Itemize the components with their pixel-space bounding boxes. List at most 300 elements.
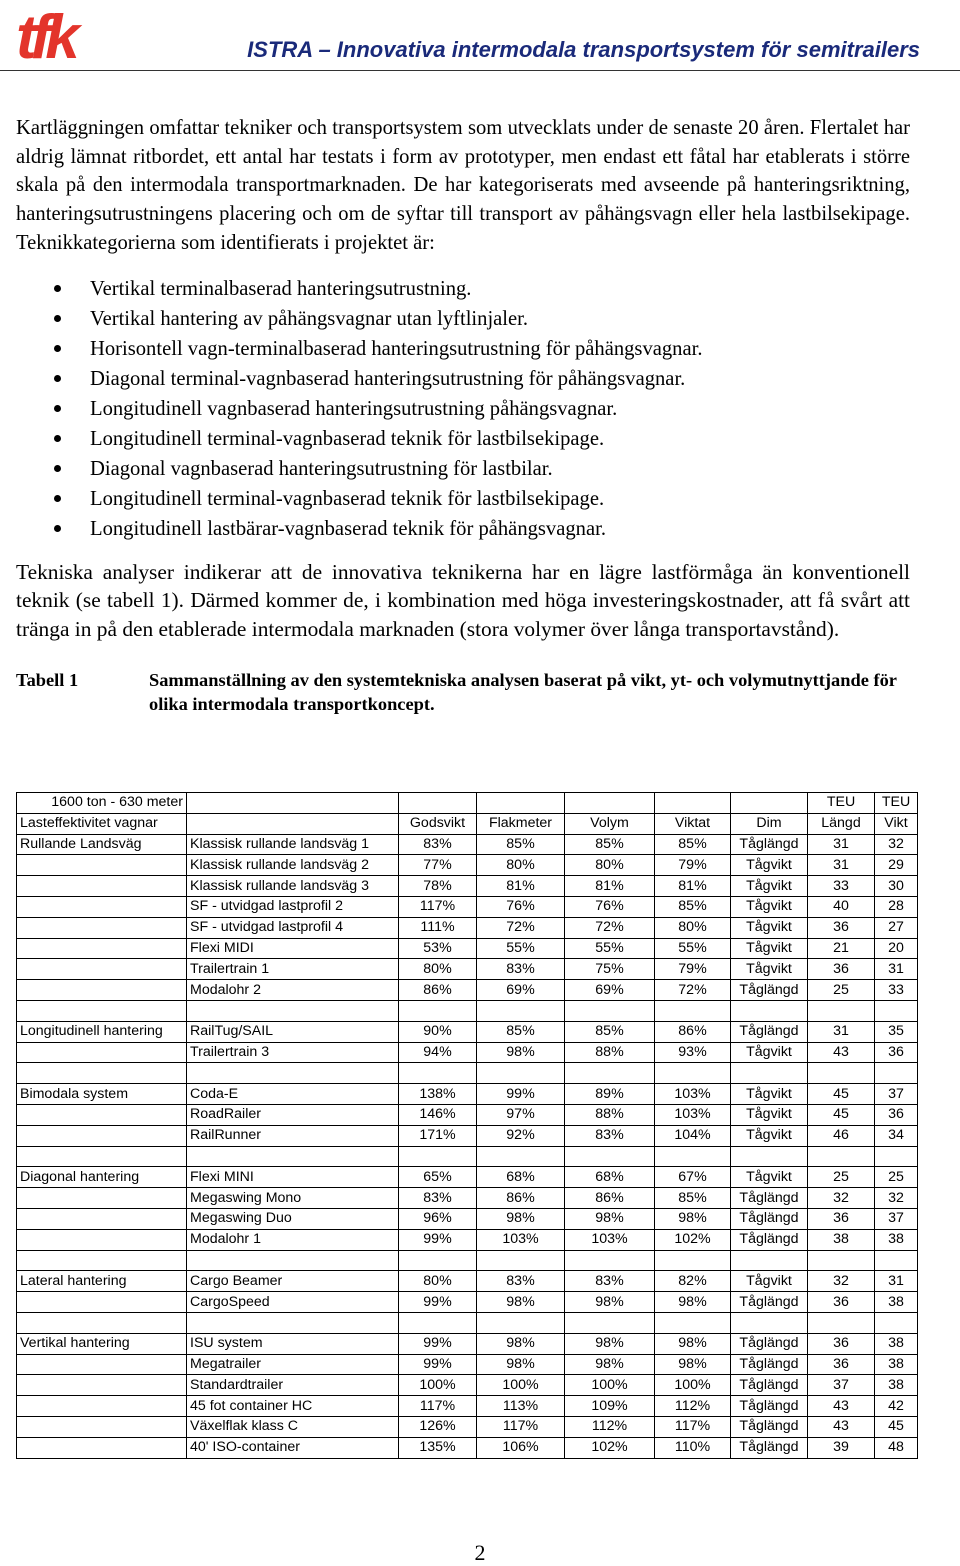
table-cell: 40' ISO-container (187, 1437, 399, 1458)
table-cell (17, 917, 187, 938)
table-cell: Tågvikt (731, 1167, 808, 1188)
table-cell: 72% (477, 917, 565, 938)
table-cell: 81% (477, 876, 565, 897)
table-cell: Tågvikt (731, 938, 808, 959)
table-cell: 80% (477, 855, 565, 876)
table-cell: Tågvikt (731, 855, 808, 876)
table-cell: 111% (399, 917, 477, 938)
table-cell: TEU (808, 793, 875, 814)
table-row (17, 834, 918, 855)
table-row (17, 1250, 918, 1271)
table-row (17, 1000, 918, 1021)
table-cell: 102% (565, 1437, 655, 1458)
table-cell: Tågvikt (731, 917, 808, 938)
table-cell: 82% (655, 1271, 731, 1292)
table-row (17, 917, 918, 938)
tfk-logo (14, 6, 110, 64)
table-cell: 34 (875, 1125, 918, 1146)
table-cell: 68% (565, 1167, 655, 1188)
table-row (17, 1312, 918, 1333)
table-row (17, 959, 918, 980)
table-cell (565, 1146, 655, 1167)
table-cell: 69% (477, 980, 565, 1001)
table-cell: 38 (875, 1292, 918, 1313)
table-cell: 38 (875, 1375, 918, 1396)
table-cell: 40 (808, 896, 875, 917)
table-cell: RailRunner (187, 1125, 399, 1146)
table-cell: Tågvikt (731, 1042, 808, 1063)
list-item-text: Vertikal hantering av påhängsvagnar utan lyftlinjaler. (90, 307, 529, 330)
table-cell: Tågvikt (731, 1084, 808, 1105)
table-cell (17, 876, 187, 897)
table-row (17, 980, 918, 1001)
table-cell: 171% (399, 1125, 477, 1146)
table-cell: 46 (808, 1125, 875, 1146)
table-cell: 20 (875, 938, 918, 959)
table-cell: Standardtrailer (187, 1375, 399, 1396)
table-cell: 99% (399, 1292, 477, 1313)
table-cell: 48 (875, 1437, 918, 1458)
table-cell: 38 (808, 1229, 875, 1250)
table-cell: Tåglängd (731, 1354, 808, 1375)
table-cell: 98% (655, 1292, 731, 1313)
table-cell: 80% (565, 855, 655, 876)
table-cell (808, 1000, 875, 1021)
table-cell: 36 (875, 1042, 918, 1063)
table-cell: Coda-E (187, 1084, 399, 1105)
table-cell: Tågvikt (731, 1125, 808, 1146)
table-cell: Tåglängd (731, 1188, 808, 1209)
table-cell: 75% (565, 959, 655, 980)
table-cell: 109% (565, 1396, 655, 1417)
table-cell: 98% (477, 1354, 565, 1375)
table-cell: 98% (477, 1292, 565, 1313)
table-cell (731, 1063, 808, 1084)
page-content (16, 114, 910, 716)
table-row (17, 1416, 918, 1437)
table-cell: 88% (565, 1042, 655, 1063)
table-cell: 104% (655, 1125, 731, 1146)
table-cell (17, 1437, 187, 1458)
table-cell: 100% (399, 1375, 477, 1396)
table-cell: 96% (399, 1208, 477, 1229)
table-cell: TEU (875, 793, 918, 814)
table-cell (875, 1146, 918, 1167)
table-cell: Klassisk rullande landsväg 2 (187, 855, 399, 876)
table-cell: 110% (655, 1437, 731, 1458)
table-cell: 83% (399, 834, 477, 855)
table-cell: 85% (655, 1188, 731, 1209)
table-cell: 36 (875, 1104, 918, 1125)
table-cell (17, 1312, 187, 1333)
table-caption-text: Sammanställning av den systemtekniska analysen baserat på vikt, yt- och volymutnyttjande för olika intermodala transportkoncept. (149, 669, 897, 714)
table-cell: Megaswing Duo (187, 1208, 399, 1229)
bullet-icon (54, 345, 61, 352)
header-rule (0, 70, 960, 71)
table-cell: 55% (655, 938, 731, 959)
table-cell (731, 793, 808, 814)
table-cell: 31 (808, 1021, 875, 1042)
table-cell: Longitudinell hantering (17, 1021, 187, 1042)
analysis-paragraph: Tekniska analyser indikerar att de innovativa teknikerna har en lägre lastförmåga än konventionell teknik (se tabell 1). Därmed kommer de, i kombination med höga investeringskostnader, att få svårt att tränga in på den etablerade intermodala marknaden (stora volymer över långa transportavstånd). (16, 559, 910, 641)
table-cell: 85% (565, 1021, 655, 1042)
table-cell (808, 1250, 875, 1271)
table-cell (731, 1250, 808, 1271)
table-cell (477, 1063, 565, 1084)
table-cell: 103% (477, 1229, 565, 1250)
table-cell: 99% (399, 1333, 477, 1354)
table-cell (565, 793, 655, 814)
table-cell: Tågvikt (731, 876, 808, 897)
table-cell: Tåglängd (731, 1208, 808, 1229)
table-cell: 98% (655, 1354, 731, 1375)
table-row (17, 1104, 918, 1125)
table-row (17, 1437, 918, 1458)
table-cell: 36 (808, 959, 875, 980)
table-cell: Tågvikt (731, 1271, 808, 1292)
table-cell: 43 (808, 1396, 875, 1417)
table-cell: Flexi MIDI (187, 938, 399, 959)
table-cell: 83% (399, 1188, 477, 1209)
table-cell: Modalohr 2 (187, 980, 399, 1001)
table-cell: Tåglängd (731, 1333, 808, 1354)
table-cell: Dim (731, 813, 808, 834)
table-cell (731, 1146, 808, 1167)
table-cell: Rullande Landsväg (17, 834, 187, 855)
table-cell: 103% (655, 1084, 731, 1105)
table-cell: 88% (565, 1104, 655, 1125)
table-cell: 25 (808, 980, 875, 1001)
table-cell (477, 1000, 565, 1021)
table-cell: 90% (399, 1021, 477, 1042)
table-cell: Diagonal hantering (17, 1167, 187, 1188)
table-cell: 106% (477, 1437, 565, 1458)
table-cell: 31 (808, 855, 875, 876)
list-item-text: Diagonal vagnbaserad hanteringsutrustning för lastbilar. (90, 457, 553, 480)
table-cell (17, 1063, 187, 1084)
table-cell: Tåglängd (731, 1437, 808, 1458)
table-cell (17, 1042, 187, 1063)
table-cell: 32 (875, 1188, 918, 1209)
table-cell: 38 (875, 1354, 918, 1375)
table-cell: Megatrailer (187, 1354, 399, 1375)
bullet-icon (54, 405, 61, 412)
table-cell: 38 (875, 1229, 918, 1250)
list-item-text: Diagonal terminal-vagnbaserad hanteringsutrustning för påhängsvagnar. (90, 367, 686, 390)
table-cell (187, 1312, 399, 1333)
table-cell (399, 1063, 477, 1084)
table-cell: Bimodala system (17, 1084, 187, 1105)
table-cell (655, 793, 731, 814)
table-cell: Tåglängd (731, 1375, 808, 1396)
table-cell: 117% (399, 896, 477, 917)
list-item (16, 334, 910, 364)
intro-paragraph: Kartläggningen omfattar tekniker och transportsystem som utvecklats under de senaste 20 åren. Flertalet har aldrig lämnat ritbordet, ett antal har testats i form av prototyper, men endast ett fåtal har etablerats i större skala på den intermodala transportmarknaden. De har kategoriserats med avseende på hanteringsriktning, hanteringsutrustningens placering och om de syftar till transport av påhängsvagn eller hela lastbilsekipage. Teknikkategorierna som identifierats i projektet är: (16, 117, 910, 254)
table-cell: CargoSpeed (187, 1292, 399, 1313)
table-cell: 98% (565, 1208, 655, 1229)
table-cell: Viktat (655, 813, 731, 834)
table-cell (17, 1104, 187, 1125)
page-header (0, 0, 960, 72)
table-cell: 31 (875, 1271, 918, 1292)
table-cell (17, 1000, 187, 1021)
table-cell: Megaswing Mono (187, 1188, 399, 1209)
table-cell (187, 1063, 399, 1084)
table-cell (399, 1312, 477, 1333)
table-cell: 76% (565, 896, 655, 917)
table-cell: 68% (477, 1167, 565, 1188)
table-cell: 27 (875, 917, 918, 938)
table-cell: 39 (808, 1437, 875, 1458)
table-cell: 100% (565, 1375, 655, 1396)
table-cell: Trailertrain 1 (187, 959, 399, 980)
table-cell: Lasteffektivitet vagnar (17, 813, 187, 834)
table-cell (17, 959, 187, 980)
table-cell: 83% (477, 1271, 565, 1292)
table-cell: Tåglängd (731, 1229, 808, 1250)
table-cell: 138% (399, 1084, 477, 1105)
table-cell: 80% (399, 959, 477, 980)
table-cell: 37 (875, 1084, 918, 1105)
table-cell (565, 1312, 655, 1333)
table-cell: 86% (477, 1188, 565, 1209)
table-cell: 86% (565, 1188, 655, 1209)
table-cell: 72% (565, 917, 655, 938)
technique-category-list (16, 274, 910, 544)
list-item-text: Longitudinell terminal-vagnbaserad teknik för lastbilsekipage. (90, 427, 605, 450)
table-cell: SF - utvidgad lastprofil 4 (187, 917, 399, 938)
table-cell (477, 1312, 565, 1333)
table-cell: Vertikal hantering (17, 1333, 187, 1354)
table-cell: 37 (808, 1375, 875, 1396)
table-cell (17, 1250, 187, 1271)
table-cell: 29 (875, 855, 918, 876)
table-cell: Växelflak klass C (187, 1416, 399, 1437)
table-cell: 36 (808, 1208, 875, 1229)
table-cell: 86% (655, 1021, 731, 1042)
list-item (16, 424, 910, 454)
table-row (17, 876, 918, 897)
logo-text: tfk (16, 6, 74, 64)
table-cell: 45 (808, 1104, 875, 1125)
table-cell: ISU system (187, 1333, 399, 1354)
table-cell: 98% (477, 1042, 565, 1063)
table-cell: 78% (399, 876, 477, 897)
table-row (17, 1271, 918, 1292)
table-cell: 36 (808, 1292, 875, 1313)
table-cell: Tåglängd (731, 834, 808, 855)
table-cell: 113% (477, 1396, 565, 1417)
table-cell: 79% (655, 959, 731, 980)
table-cell: Vikt (875, 813, 918, 834)
table-caption-label: Tabell 1 (16, 669, 79, 690)
table-cell (565, 1250, 655, 1271)
table-cell: Trailertrain 3 (187, 1042, 399, 1063)
list-item (16, 394, 910, 424)
table-cell (808, 1063, 875, 1084)
table-cell: 33 (808, 876, 875, 897)
table-cell: 33 (875, 980, 918, 1001)
bullet-icon (54, 525, 61, 532)
table-cell: 80% (399, 1271, 477, 1292)
table-cell (875, 1000, 918, 1021)
table-row (17, 1125, 918, 1146)
table-row (17, 1084, 918, 1105)
table-cell: 30 (875, 876, 918, 897)
table-cell: 146% (399, 1104, 477, 1125)
table-row (17, 1229, 918, 1250)
table-cell: 43 (808, 1416, 875, 1437)
table-cell (17, 855, 187, 876)
table-row (17, 1396, 918, 1417)
table-cell: 31 (875, 959, 918, 980)
table-cell (655, 1000, 731, 1021)
table-row (17, 1208, 918, 1229)
table-cell: 65% (399, 1167, 477, 1188)
table-cell (17, 1125, 187, 1146)
table-header-row (17, 793, 918, 814)
table-cell: Lateral hantering (17, 1271, 187, 1292)
table-cell: 89% (565, 1084, 655, 1105)
list-item (16, 304, 910, 334)
table-cell: 98% (477, 1333, 565, 1354)
table-cell: 83% (477, 959, 565, 980)
table-cell: 76% (477, 896, 565, 917)
table-cell: 98% (565, 1354, 655, 1375)
table-cell: 98% (655, 1208, 731, 1229)
table-cell: Klassisk rullande landsväg 3 (187, 876, 399, 897)
table-cell (731, 1312, 808, 1333)
table-cell: Tågvikt (731, 959, 808, 980)
table-caption (16, 668, 910, 716)
table-cell: 72% (655, 980, 731, 1001)
table-cell: 117% (399, 1396, 477, 1417)
table-row (17, 1333, 918, 1354)
table-cell: 98% (655, 1333, 731, 1354)
table-cell: 85% (565, 834, 655, 855)
list-item-text: Longitudinell terminal-vagnbaserad teknik för lastbilsekipage. (90, 487, 605, 510)
table-cell: 69% (565, 980, 655, 1001)
table-cell: 21 (808, 938, 875, 959)
table-cell: 83% (565, 1271, 655, 1292)
table-cell (17, 896, 187, 917)
table-cell: 45 fot container HC (187, 1396, 399, 1417)
table-cell (808, 1146, 875, 1167)
table-cell: 103% (655, 1104, 731, 1125)
list-item (16, 454, 910, 484)
table-cell: 98% (565, 1333, 655, 1354)
table-cell: 55% (477, 938, 565, 959)
table-row (17, 1167, 918, 1188)
table-cell: 112% (565, 1416, 655, 1437)
table-cell (17, 1354, 187, 1375)
table-cell: 85% (477, 834, 565, 855)
table-cell: Cargo Beamer (187, 1271, 399, 1292)
table-cell: 43 (808, 1042, 875, 1063)
table-cell (399, 793, 477, 814)
table-cell: Modalohr 1 (187, 1229, 399, 1250)
list-item (16, 274, 910, 304)
table-cell (187, 1000, 399, 1021)
table-cell: 1600 ton - 630 meter (17, 793, 187, 814)
table-row (17, 1063, 918, 1084)
table-cell: 94% (399, 1042, 477, 1063)
table-header-row (17, 813, 918, 834)
table-cell (655, 1146, 731, 1167)
table-cell: 25 (808, 1167, 875, 1188)
table-cell: 99% (399, 1229, 477, 1250)
table-cell: SF - utvidgad lastprofil 2 (187, 896, 399, 917)
table-cell: 25 (875, 1167, 918, 1188)
table-cell: Tåglängd (731, 980, 808, 1001)
table-cell (808, 1312, 875, 1333)
table-cell: 117% (655, 1416, 731, 1437)
list-item-text: Vertikal terminalbaserad hanteringsutrustning. (90, 277, 472, 300)
table-cell (17, 1416, 187, 1437)
table-cell (187, 813, 399, 834)
table-cell (187, 1146, 399, 1167)
table-cell: 85% (477, 1021, 565, 1042)
table-cell (875, 1063, 918, 1084)
table-cell (17, 1188, 187, 1209)
table-cell (731, 1000, 808, 1021)
table-cell: Volym (565, 813, 655, 834)
table-cell: 102% (655, 1229, 731, 1250)
table-cell (17, 1375, 187, 1396)
table-cell: 36 (808, 1354, 875, 1375)
table-cell (655, 1063, 731, 1084)
table-cell: 80% (655, 917, 731, 938)
table-cell: 31 (808, 834, 875, 855)
table-cell (187, 1250, 399, 1271)
table-cell (187, 793, 399, 814)
table-cell: 36 (808, 1333, 875, 1354)
table-cell: 32 (808, 1271, 875, 1292)
table-cell: 99% (477, 1084, 565, 1105)
table-cell: 103% (565, 1229, 655, 1250)
table-row (17, 855, 918, 876)
table-cell: 85% (655, 896, 731, 917)
table-cell: 35 (875, 1021, 918, 1042)
table-row (17, 1292, 918, 1313)
table-row (17, 1146, 918, 1167)
table-cell: 53% (399, 938, 477, 959)
table-cell (17, 1229, 187, 1250)
table-cell: 36 (808, 917, 875, 938)
header-title: ISTRA – Innovativa intermodala transportsystem för semitrailers (247, 37, 920, 62)
table-cell: 55% (565, 938, 655, 959)
bullet-icon (54, 435, 61, 442)
bullet-icon (54, 375, 61, 382)
list-item-text: Longitudinell vagnbaserad hanteringsutrustning påhängsvagnar. (90, 397, 618, 420)
table-cell: 32 (808, 1188, 875, 1209)
table-cell (17, 1146, 187, 1167)
table-cell: RailTug/SAIL (187, 1021, 399, 1042)
table-cell: 83% (565, 1125, 655, 1146)
table-cell: 42 (875, 1396, 918, 1417)
table-cell: 86% (399, 980, 477, 1001)
table-cell: Tåglängd (731, 1292, 808, 1313)
list-item-text: Horisontell vagn-terminalbaserad hanteringsutrustning för påhängsvagnar. (90, 337, 703, 360)
page-number: 2 (474, 1540, 486, 1565)
table-row (17, 1188, 918, 1209)
table-cell (477, 793, 565, 814)
table-cell (655, 1250, 731, 1271)
table-cell: 79% (655, 855, 731, 876)
table-cell: Längd (808, 813, 875, 834)
table-cell: Tåglängd (731, 1396, 808, 1417)
table-cell: 100% (655, 1375, 731, 1396)
